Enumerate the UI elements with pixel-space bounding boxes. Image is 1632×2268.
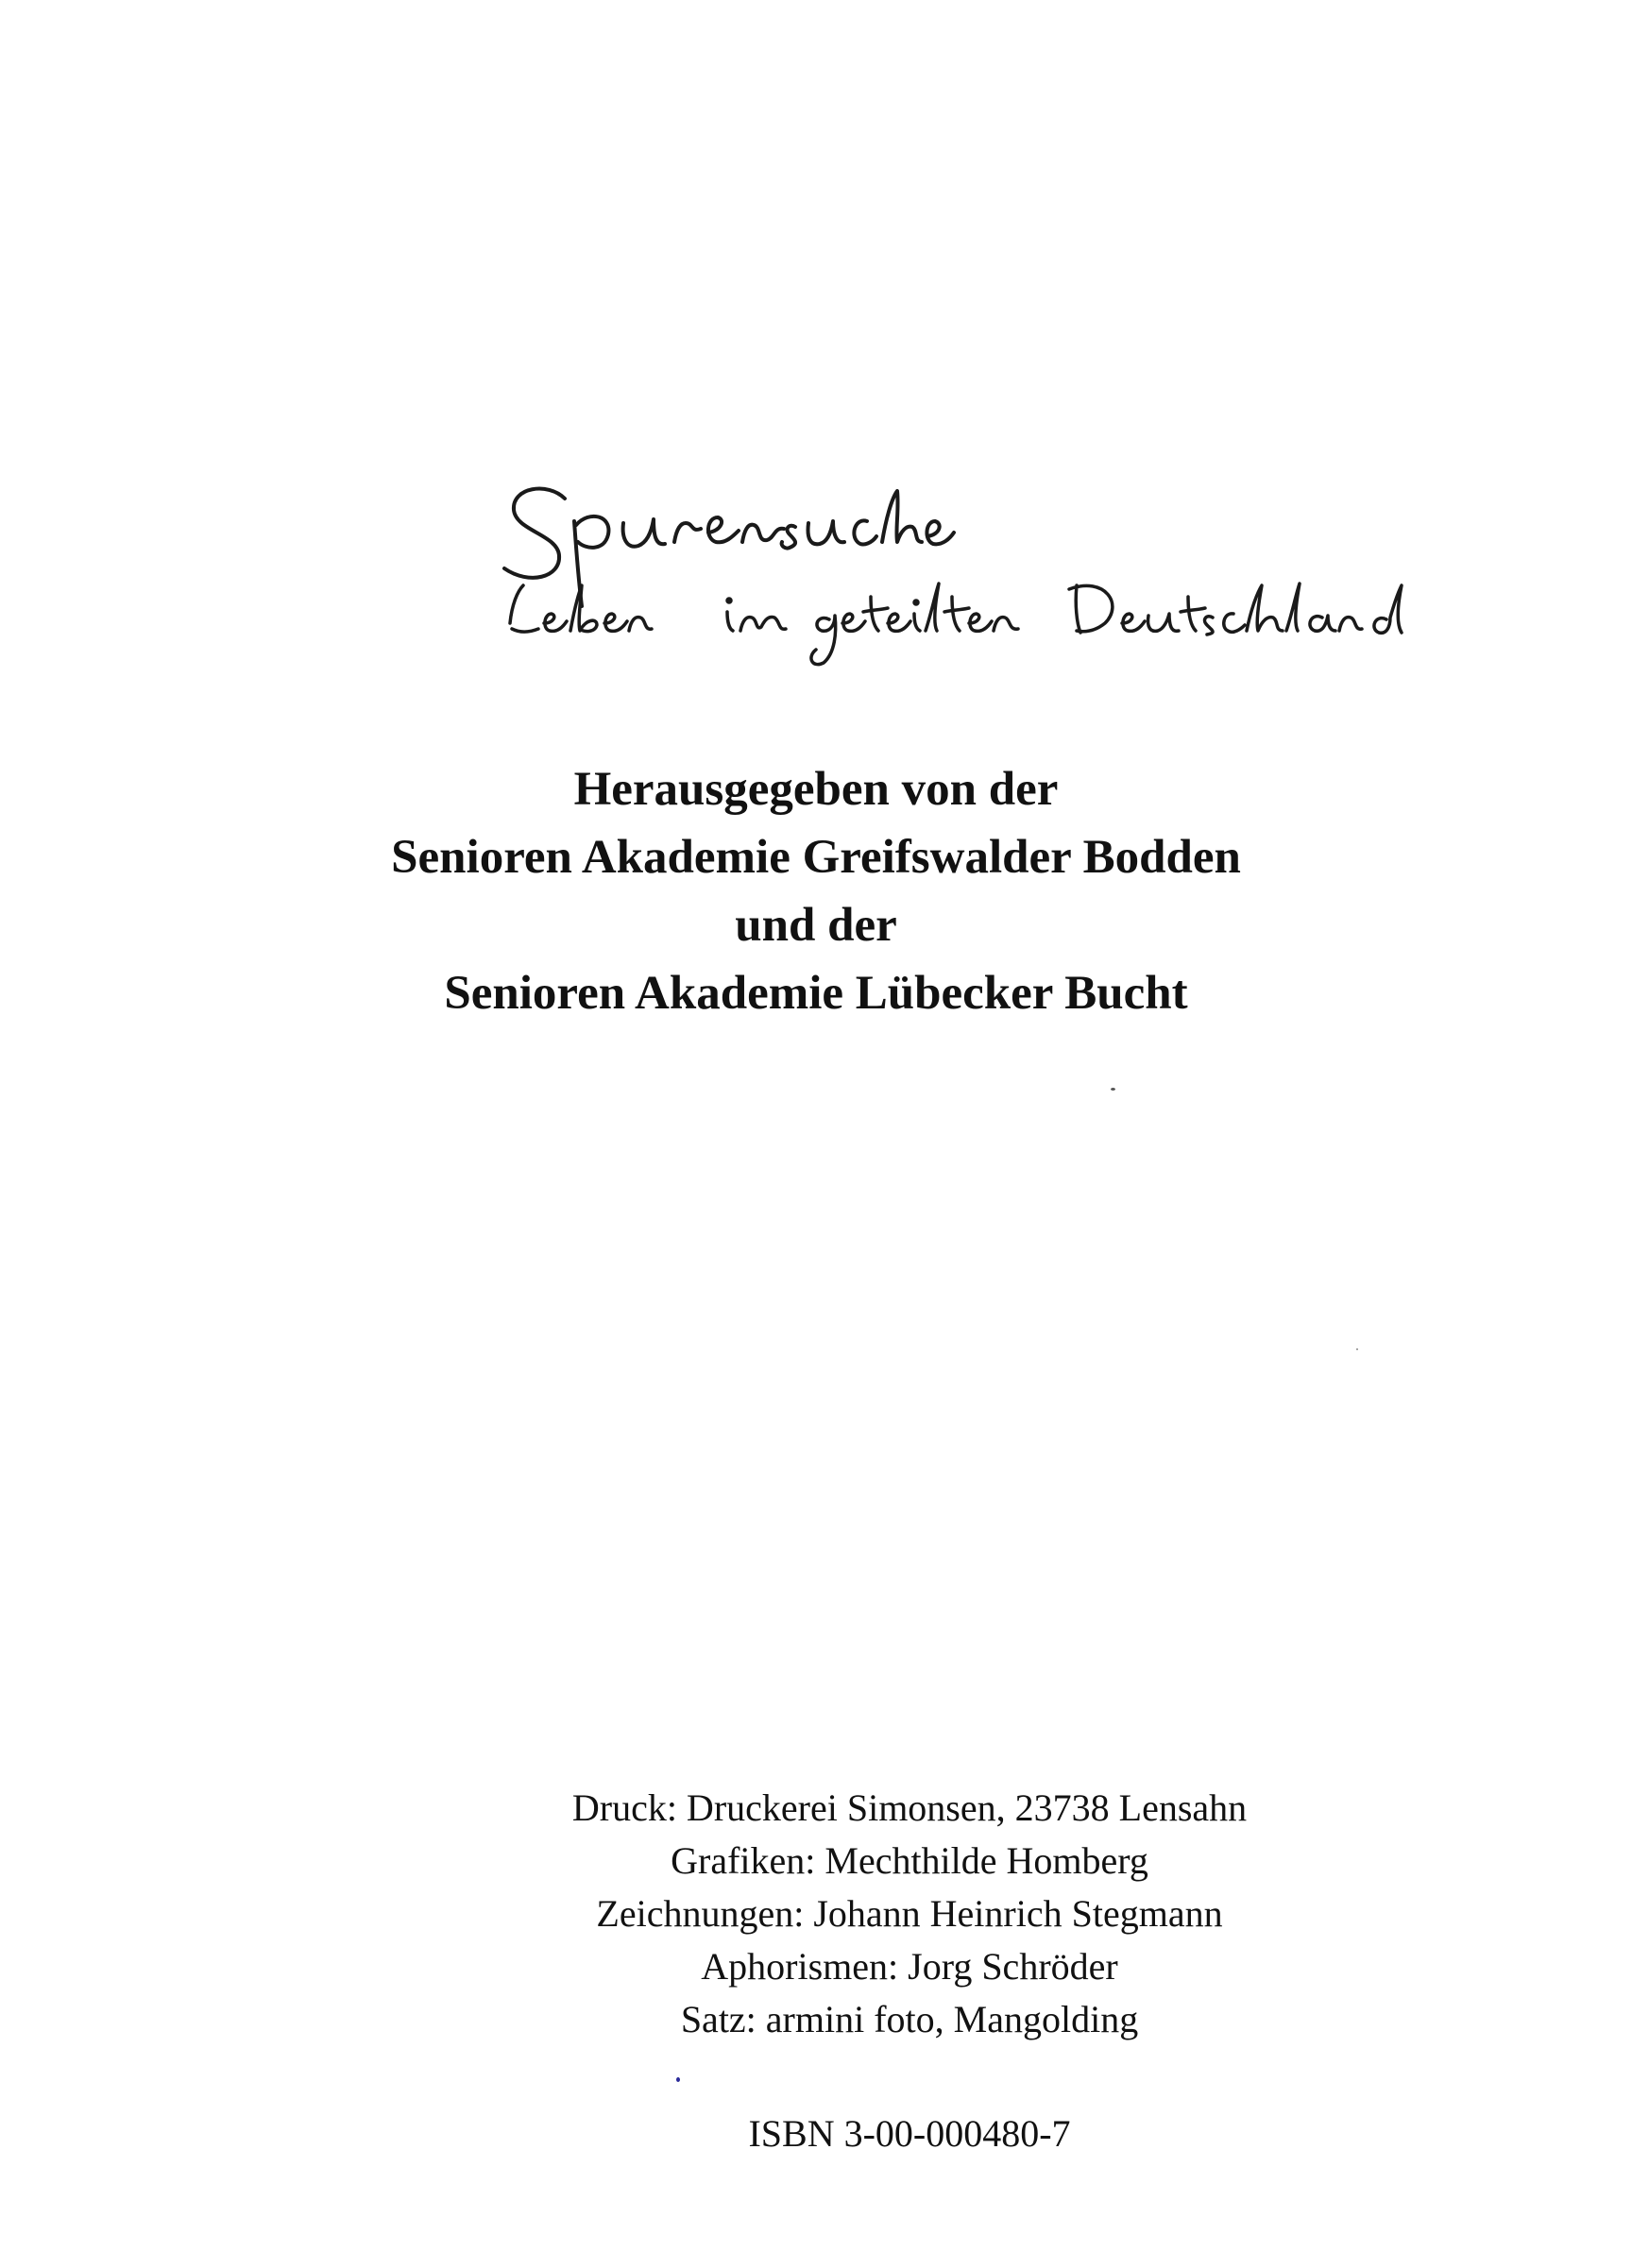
credit-line-aphorisms: Aphorismen: Jorg Schröder xyxy=(701,1945,1118,1988)
credit-line-drawings: Zeichnungen: Johann Heinrich Stegmann xyxy=(596,1892,1223,1935)
credit-line-typesetting: Satz: armini foto, Mangolding xyxy=(680,1998,1139,2040)
publisher-line: Senioren Akademie Lübecker Bucht xyxy=(444,967,1188,1020)
credit-line-graphics: Grafiken: Mechthilde Homberg xyxy=(671,1839,1148,1882)
publisher-block xyxy=(0,755,1632,1027)
credits-block xyxy=(378,1782,1441,2046)
handwritten-title-drawing xyxy=(491,444,1530,727)
handwritten-title xyxy=(491,444,1530,727)
scan-speck xyxy=(1111,1088,1115,1091)
scan-speck xyxy=(676,2077,680,2082)
publisher-line: Herausgegeben von der xyxy=(573,763,1059,816)
publisher-line: Senioren Akademie Greifswalder Bodden xyxy=(391,831,1241,884)
handwriting-line1 xyxy=(504,489,954,606)
handwriting-line2 xyxy=(510,584,1402,665)
scan-speck xyxy=(1356,1348,1358,1350)
credit-line-print: Druck: Druckerei Simonsen, 23738 Lensahn xyxy=(571,1786,1248,1829)
publisher-line: und der xyxy=(735,899,897,952)
isbn: ISBN 3-00-000480-7 xyxy=(748,2112,1071,2155)
